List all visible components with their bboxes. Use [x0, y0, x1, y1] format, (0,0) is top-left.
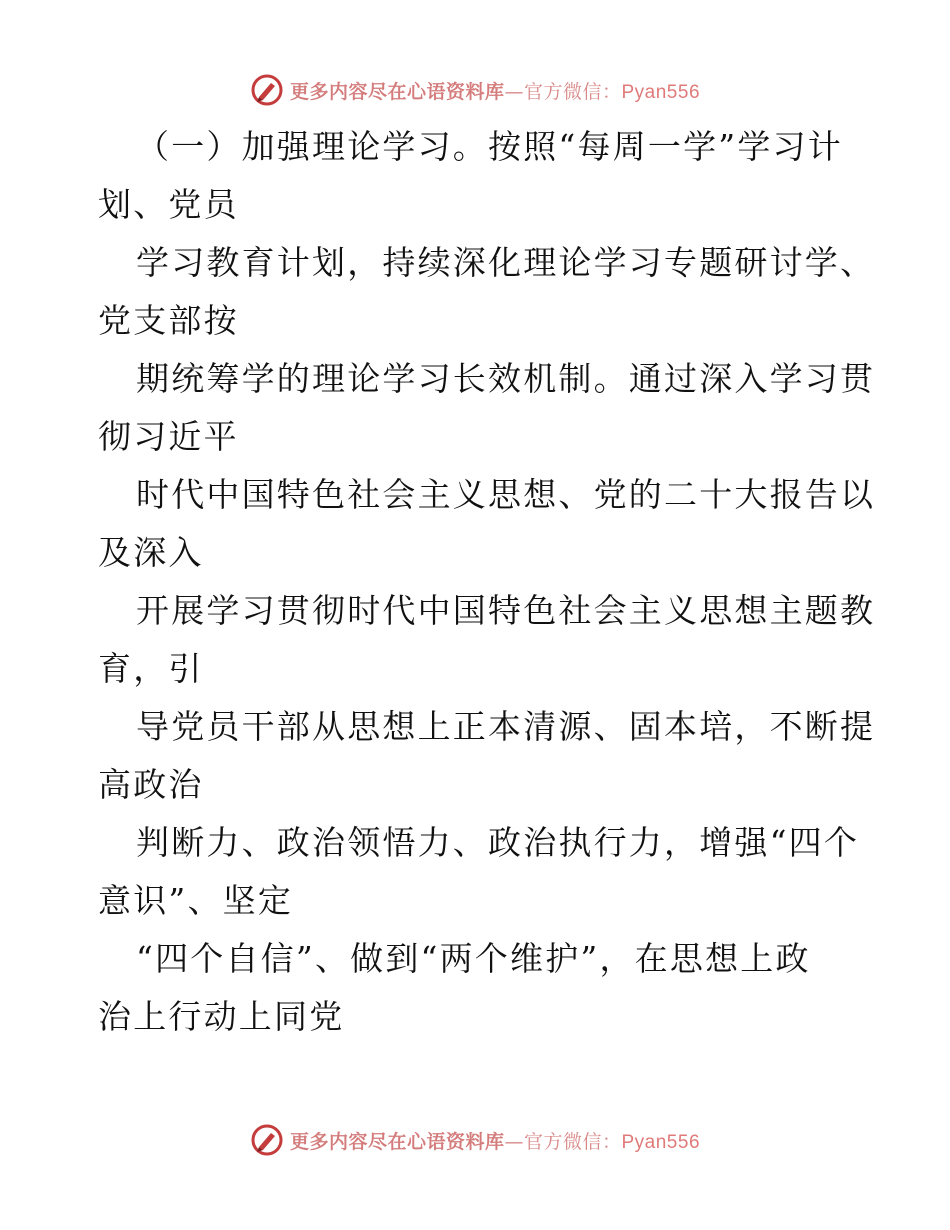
footer-watermark — [0, 1120, 950, 1160]
paragraph-line: （一）加强理论学习。按照“每周一学”学习计 — [136, 127, 843, 166]
paragraph-line-wrap: 划、党员 — [98, 185, 239, 224]
paragraph — [98, 466, 876, 582]
paragraph-line: 导党员干部从思想上正本清源、固本培，不断提 — [136, 707, 876, 746]
header-watermark — [0, 70, 950, 110]
paragraph-line-wrap: 及深入 — [98, 533, 204, 572]
pen-circle-logo-icon — [250, 73, 284, 107]
paragraph — [98, 582, 876, 698]
paragraph — [98, 698, 876, 814]
paragraph-line: 学习教育计划，持续深化理论学习专题研讨学、 — [136, 243, 876, 282]
paragraph-line-wrap: 治上行动上同党 — [98, 997, 345, 1036]
watermark-separator: — — [504, 1130, 524, 1153]
paragraph-line-wrap: 育，引 — [98, 649, 204, 688]
paragraph-line: 期统筹学的理论学习长效机制。通过深入学习贯 — [136, 359, 876, 398]
paragraph-line-wrap: 高政治 — [98, 765, 204, 804]
paragraph-line: 开展学习贯彻时代中国特色社会主义思想主题教 — [136, 591, 876, 630]
paragraph-line: 判断力、政治领悟力、政治执行力，增强“四个 — [136, 823, 860, 862]
watermark-wechat-id: Pyan556 — [621, 1131, 701, 1153]
paragraph-line-wrap: 意识”、坚定 — [98, 881, 294, 920]
watermark-text — [290, 1127, 700, 1154]
paragraph-line: 时代中国特色社会主义思想、党的二十大报告以 — [136, 475, 876, 514]
paragraph-line-wrap: 党支部按 — [98, 301, 239, 340]
paragraph — [98, 118, 858, 234]
watermark-wechat-label: 官方微信： — [523, 1130, 622, 1153]
watermark-site: 更多内容尽在心语资料库 — [289, 1130, 505, 1153]
paragraph — [98, 350, 876, 466]
paragraph — [98, 930, 858, 1046]
document-body — [98, 118, 876, 1046]
watermark-separator: — — [504, 80, 524, 103]
pen-circle-logo-icon — [250, 1123, 284, 1157]
paragraph-line-wrap: 彻习近平 — [98, 417, 239, 456]
watermark-wechat-label: 官方微信： — [523, 80, 622, 103]
watermark-text — [290, 77, 700, 104]
paragraph-line: “四个自信”、做到“两个维护”，在思想上政 — [136, 939, 811, 978]
watermark-site: 更多内容尽在心语资料库 — [289, 80, 505, 103]
paragraph — [98, 234, 876, 350]
paragraph — [98, 814, 858, 930]
watermark-wechat-id: Pyan556 — [621, 81, 701, 103]
